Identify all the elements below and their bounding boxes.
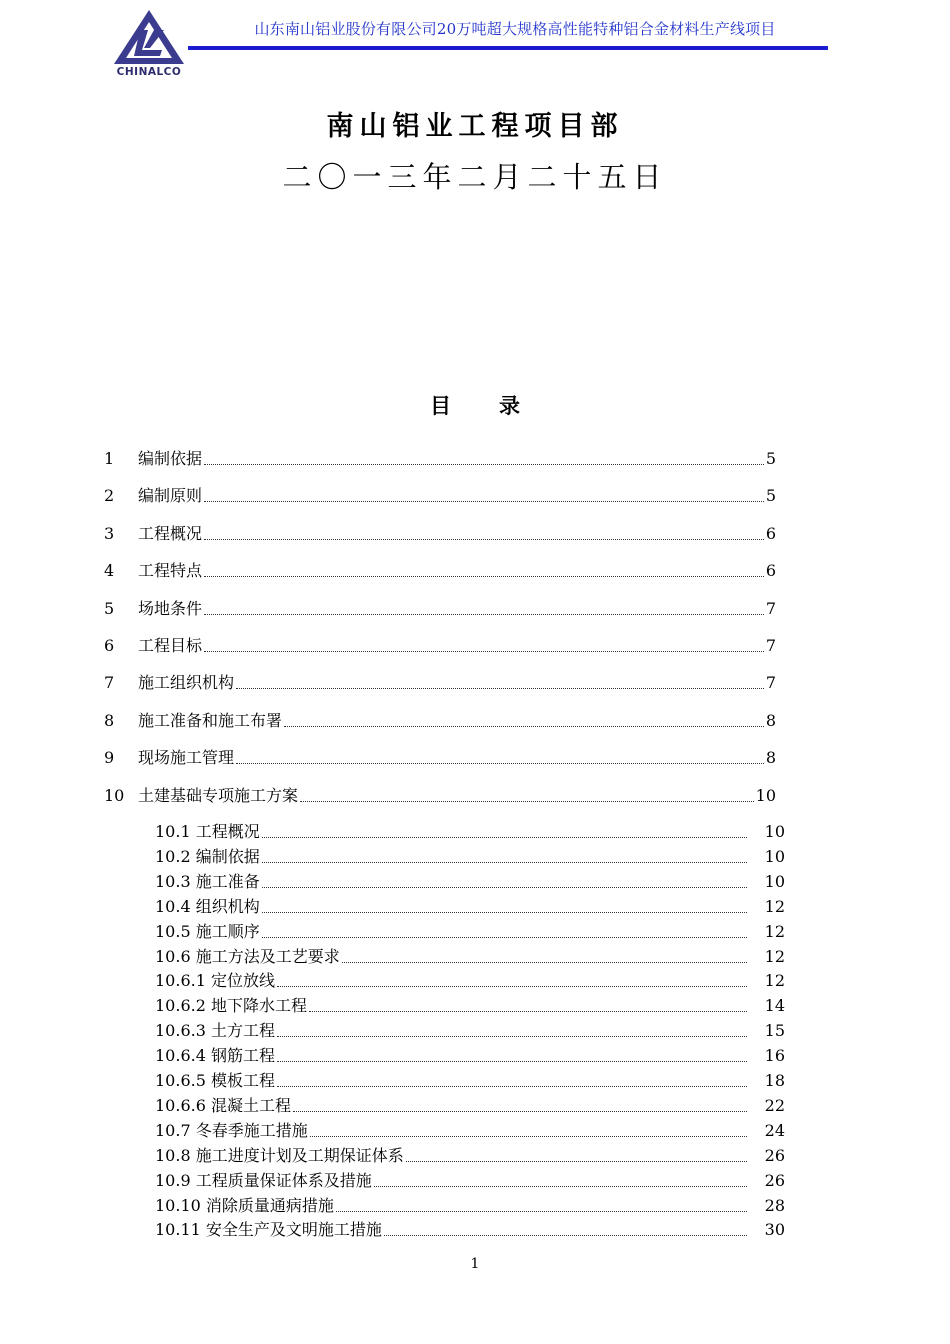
toc-entry-label: 工程目标 — [138, 636, 203, 655]
toc-leader-dots — [204, 539, 764, 540]
toc-entry-label: 编制依据 — [138, 449, 203, 468]
toc-subentry-label: 10.4 组织机构 — [155, 896, 260, 916]
toc-entry[interactable] — [104, 783, 776, 806]
toc-subentry[interactable] — [155, 919, 785, 942]
toc-entry-number: 4 — [104, 561, 115, 581]
toc-leader-dots — [204, 614, 764, 615]
toc-entry-label: 工程特点 — [138, 561, 203, 581]
toc-entry-number: 6 — [104, 636, 115, 655]
toc-entry-number: 10 — [104, 785, 125, 805]
toc-entry-label: 土建基础专项施工方案 — [138, 785, 299, 805]
toc-leader-dots — [277, 1036, 747, 1037]
toc-subentry-label: 10.6.4 钢筋工程 — [155, 1046, 275, 1066]
chinalco-logo — [110, 8, 188, 80]
toc-leader-dots — [374, 1186, 747, 1187]
toc-subentry[interactable] — [155, 1217, 785, 1240]
logo-text: CHINALCO — [116, 66, 182, 78]
toc-entry-number: 8 — [104, 710, 115, 730]
toc-subentry-label: 10.1 工程概况 — [155, 822, 260, 841]
header-rule — [188, 46, 828, 50]
toc-entry[interactable] — [104, 596, 776, 619]
toc-leader-dots — [342, 962, 747, 963]
project-header-title: 山东南山铝业股份有限公司20万吨超大规格高性能特种铝合金材料生产线项目 — [254, 20, 776, 38]
toc-leader-dots — [262, 862, 747, 863]
toc-subentry-page: 12 — [764, 896, 785, 916]
toc-entry-page: 7 — [765, 598, 776, 618]
toc-subentry-label: 10.6.2 地下降水工程 — [155, 996, 307, 1016]
toc-entry[interactable] — [104, 446, 776, 469]
toc-entry-number: 7 — [104, 673, 115, 693]
toc-entry-number: 1 — [104, 449, 115, 468]
toc-subentry-label: 10.6.6 混凝土工程 — [155, 1095, 291, 1115]
toc-subentry-page: 10 — [764, 822, 785, 841]
toc-leader-dots — [336, 1211, 747, 1212]
chinalco-logo-mark — [110, 8, 188, 66]
toc-subentry[interactable] — [155, 844, 785, 867]
toc-entry-page: 8 — [765, 710, 776, 730]
toc-entry[interactable] — [104, 483, 776, 506]
toc-leader-dots — [204, 464, 764, 465]
toc-subentry-label: 10.11 安全生产及文明施工措施 — [155, 1220, 382, 1240]
toc-subentry[interactable] — [155, 819, 785, 842]
toc-leader-dots — [204, 576, 764, 577]
toc-entry-label: 工程概况 — [138, 523, 203, 543]
toc-subentry[interactable] — [155, 944, 785, 967]
toc-leader-dots — [204, 501, 764, 502]
toc-subentry-label: 10.5 施工顺序 — [155, 921, 260, 941]
organization-title: 南山铝业工程项目部 — [326, 111, 624, 142]
toc-leader-dots — [262, 837, 747, 838]
toc-entry-number: 5 — [104, 598, 115, 618]
toc-entry-page: 5 — [765, 486, 776, 506]
toc-leader-dots — [277, 1061, 747, 1062]
toc-subentry[interactable] — [155, 894, 785, 917]
toc-entry-page: 8 — [765, 748, 776, 768]
toc-subentry-page: 14 — [764, 996, 785, 1016]
toc-entry[interactable] — [104, 633, 776, 656]
toc-entry-label: 施工组织机构 — [138, 673, 235, 693]
toc-entry-label: 施工准备和施工布署 — [138, 710, 283, 730]
toc-leader-dots — [406, 1161, 747, 1162]
toc-entry-page: 6 — [765, 523, 776, 543]
toc-leader-dots — [384, 1235, 747, 1236]
toc-subentry-label: 10.7 冬春季施工措施 — [155, 1120, 308, 1140]
toc-leader-dots — [236, 688, 764, 689]
toc-subentry-page: 10 — [764, 846, 785, 866]
toc-entry-label: 场地条件 — [138, 598, 203, 618]
toc-subentry-page: 16 — [764, 1046, 785, 1066]
toc-entry-number: 2 — [104, 486, 115, 506]
page-number: 1 — [470, 1256, 480, 1272]
toc-subentry-label: 10.6.1 定位放线 — [155, 971, 275, 991]
toc-leader-dots — [204, 651, 764, 652]
toc-subentry[interactable] — [155, 1168, 785, 1191]
toc-heading-right: 录 — [499, 393, 520, 418]
toc-leader-dots — [309, 1011, 747, 1012]
toc-leader-dots — [236, 763, 764, 764]
toc-subentry-page: 26 — [764, 1170, 785, 1190]
toc-subentry-page: 10 — [764, 871, 785, 891]
toc-leader-dots — [310, 1136, 747, 1137]
toc-leader-dots — [277, 1086, 747, 1087]
toc-subentry-page: 30 — [764, 1220, 785, 1240]
toc-entry-number: 3 — [104, 523, 115, 543]
toc-entry-label: 编制原则 — [138, 486, 203, 506]
toc-subentry-page: 12 — [764, 971, 785, 991]
toc-subentry-label: 10.8 施工进度计划及工期保证体系 — [155, 1145, 404, 1165]
toc-subentry[interactable] — [155, 1043, 785, 1066]
toc-subentry[interactable] — [155, 1193, 785, 1216]
toc-leader-dots — [293, 1111, 747, 1112]
toc-subentry-label: 10.6.3 土方工程 — [155, 1021, 275, 1041]
toc-subentry-page: 12 — [764, 921, 785, 941]
toc-entry-label: 现场施工管理 — [138, 748, 235, 768]
toc-leader-dots — [262, 887, 747, 888]
toc-leader-dots — [262, 937, 747, 938]
toc-subentry[interactable] — [155, 1143, 785, 1166]
toc-leader-dots — [284, 726, 764, 727]
toc-entry[interactable] — [104, 745, 776, 768]
toc-subentry-page: 18 — [764, 1071, 785, 1090]
toc-entry-page: 7 — [765, 673, 776, 693]
document-date: 二〇一三年二月二十五日 — [282, 160, 668, 194]
toc-leader-dots — [277, 986, 747, 987]
toc-subentry-page: 12 — [764, 946, 785, 966]
toc-heading-left: 目 — [430, 393, 451, 418]
toc-entry-page: 7 — [765, 636, 776, 655]
toc-heading — [0, 390, 950, 420]
toc-subentry-page: 15 — [764, 1021, 785, 1041]
toc-entry-number: 9 — [104, 748, 115, 768]
toc-subentry[interactable] — [155, 993, 785, 1016]
toc-subentry-label: 10.9 工程质量保证体系及措施 — [155, 1170, 372, 1190]
toc-subentry-label: 10.6 施工方法及工艺要求 — [155, 946, 340, 966]
toc-subentry-page: 24 — [764, 1120, 785, 1140]
toc-entry[interactable] — [104, 708, 776, 731]
toc-entry-page: 6 — [765, 561, 776, 581]
toc-subentry[interactable] — [155, 1018, 785, 1041]
toc-entry[interactable] — [104, 670, 776, 693]
toc-entry-page: 5 — [765, 449, 776, 468]
toc-entry[interactable] — [104, 558, 776, 581]
toc-subentry[interactable] — [155, 869, 785, 892]
toc-subentry[interactable] — [155, 1093, 785, 1116]
toc-subentry-label: 10.6.5 模板工程 — [155, 1071, 275, 1090]
toc-leader-dots — [300, 801, 754, 802]
toc-subentry-page: 22 — [764, 1095, 785, 1115]
toc-subentry-label: 10.3 施工准备 — [155, 871, 260, 891]
toc-leader-dots — [262, 912, 747, 913]
toc-subentry[interactable] — [155, 968, 785, 991]
toc-subentry[interactable] — [155, 1068, 785, 1091]
toc-subentry-label: 10.10 消除质量通病措施 — [155, 1195, 334, 1215]
toc-entry-page: 10 — [755, 785, 776, 805]
toc-subentry-page: 28 — [764, 1195, 785, 1215]
toc-subentry[interactable] — [155, 1118, 785, 1141]
toc-subentry-label: 10.2 编制依据 — [155, 846, 260, 866]
toc-entry[interactable] — [104, 521, 776, 544]
toc-subentry-page: 26 — [764, 1145, 785, 1165]
